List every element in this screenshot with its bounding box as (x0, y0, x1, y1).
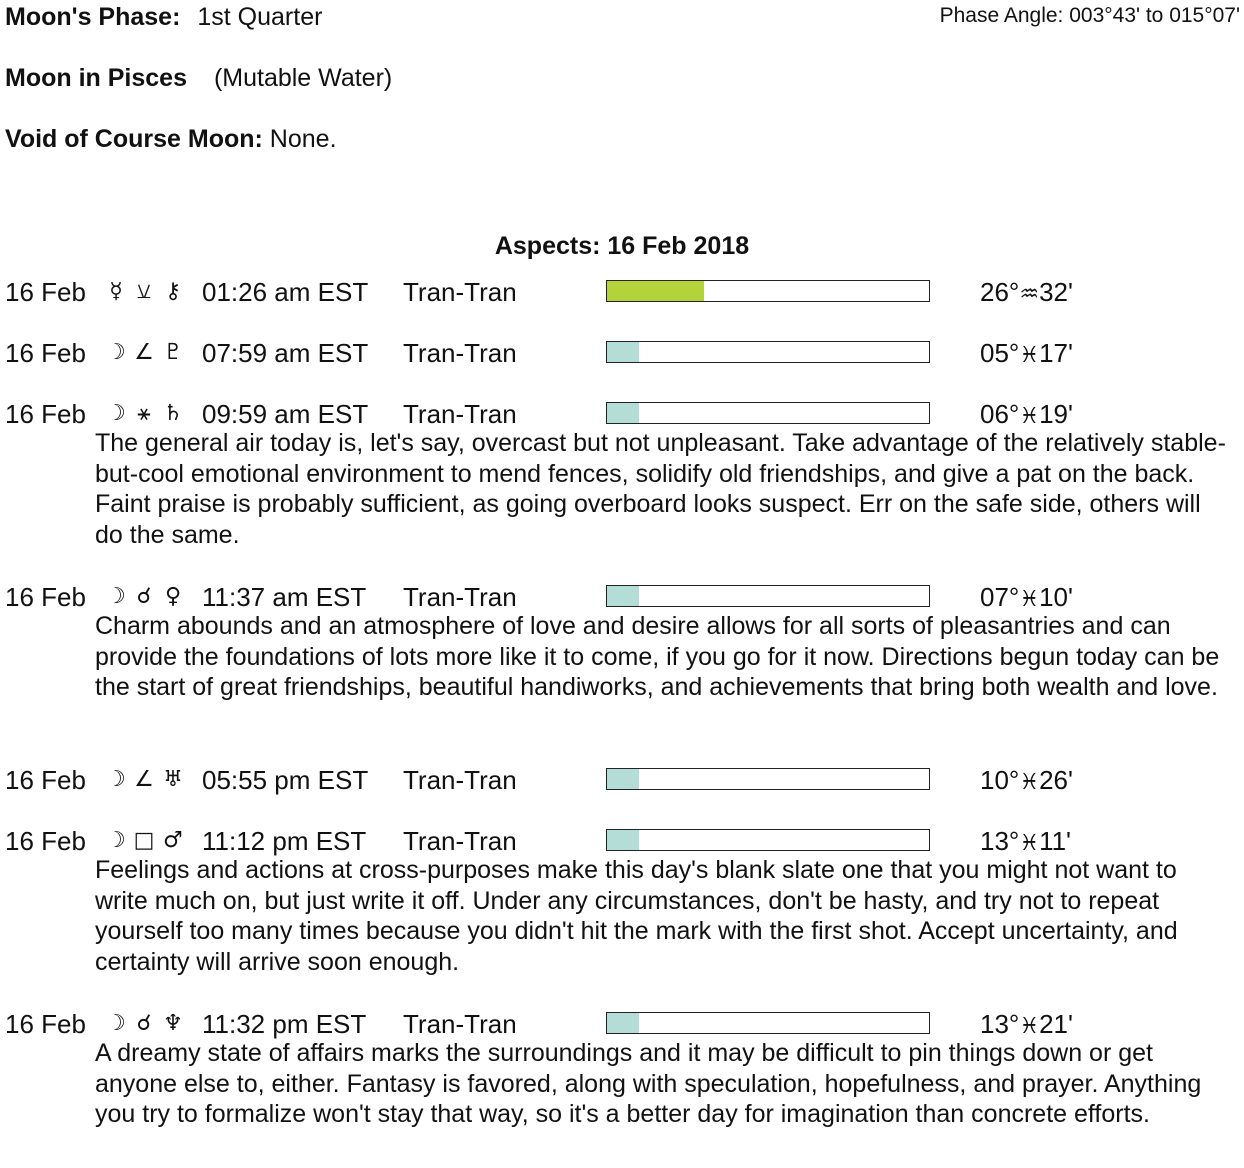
aspect-description: A dreamy state of affairs marks the surroundings and it may be difficult to pin things down or get anyone else to, either. Fantasy is favored, along with speculation, hopefulness, and prayer. Anything you try to formalize won't stay that way, so it's a better day for imagination than concrete efforts. (95, 1039, 1202, 1128)
void-of-course-line (5, 124, 337, 154)
strength-bar-fill (607, 830, 639, 850)
position-degree: 26° (980, 277, 1020, 307)
pisces-icon: ♓ (1019, 831, 1040, 856)
chiron-icon: ⚷ (164, 279, 182, 304)
aspect-date: 16 Feb (5, 765, 86, 795)
pluto-icon: ♇ (163, 340, 183, 365)
aspect-date: 16 Feb (5, 338, 86, 368)
strength-bar (606, 280, 930, 302)
aspect-type: Tran-Tran (403, 765, 517, 795)
strength-bar (606, 341, 930, 363)
aspect-description: The general air today is, let's say, overcast but not unpleasant. Take advantage of the relatively stable-but-cool emotional environment to mend fences, solidify old friendships, and give a pat on the back. Faint praise is probably sufficient, as going overboard looks suspect. Err on the safe side, others will do the same. (95, 429, 1226, 549)
aspect-date: 16 Feb (5, 399, 86, 429)
conjunction-icon: ☌ (136, 1011, 152, 1036)
position-minute: 10' (1039, 582, 1073, 612)
position-degree: 06° (980, 399, 1020, 429)
aspect-type: Tran-Tran (403, 1009, 517, 1039)
aspect-date: 16 Feb (5, 277, 86, 307)
aspect-time: 07:59 am EST (202, 338, 369, 368)
neptune-icon: ♆ (163, 1011, 183, 1036)
strength-bar-fill (607, 281, 704, 301)
semisquare-icon: ∠ (134, 767, 154, 792)
moon-icon: ☽ (106, 767, 126, 792)
moon-icon: ☽ (106, 1011, 126, 1036)
position-minute: 32' (1039, 277, 1073, 307)
strength-bar (606, 402, 930, 424)
phase-angle: Phase Angle: 003°43' to 015°07' (939, 4, 1240, 27)
aspect-time: 11:32 pm EST (202, 1009, 367, 1039)
aspect-position (980, 277, 1073, 310)
conjunction-icon: ☌ (136, 584, 152, 609)
moon-phase-label: Moon's Phase: (5, 3, 181, 31)
aspect-time: 05:55 pm EST (202, 765, 369, 795)
aspect-type: Tran-Tran (403, 582, 517, 612)
strength-bar (606, 1012, 930, 1034)
strength-bar-fill (607, 586, 639, 606)
moon-sign-line (5, 63, 392, 93)
aquarius-icon: ♒ (1019, 282, 1040, 307)
aspect-type: Tran-Tran (403, 277, 517, 307)
aspect-date: 16 Feb (5, 582, 86, 612)
moon-phase-line (5, 2, 322, 32)
strength-bar-fill (607, 403, 639, 423)
position-minute: 17' (1039, 338, 1073, 368)
moon-icon: ☽ (106, 584, 126, 609)
position-degree: 07° (980, 582, 1020, 612)
moon-icon: ☽ (106, 401, 126, 426)
position-minute: 21' (1039, 1009, 1073, 1039)
aspect-description: Feelings and actions at cross-purposes make this day's blank slate one that you might not want to write much on, but just write it off. Under any circumstances, don't be hasty, and try not to repeat yourself too many times because you didn't hit the mark with the first shot. Accept uncertainty, and certainty will arrive soon enough. (95, 856, 1178, 976)
position-degree: 13° (980, 1009, 1020, 1039)
void-of-course-value: None. (269, 125, 337, 153)
strength-bar (606, 829, 930, 851)
moon-phase-value: 1st Quarter (197, 3, 323, 31)
strength-bar (606, 768, 930, 790)
strength-bar (606, 585, 930, 607)
strength-bar-fill (607, 769, 639, 789)
position-minute: 26' (1039, 765, 1073, 795)
saturn-icon: ♄ (163, 401, 183, 426)
aspect-position (980, 338, 1073, 371)
position-degree: 13° (980, 826, 1020, 856)
void-of-course-label: Void of Course Moon: (5, 125, 263, 153)
aspect-time: 11:12 pm EST (202, 826, 367, 856)
aspect-time: 01:26 am EST (202, 277, 369, 307)
position-degree: 10° (980, 765, 1020, 795)
uranus-icon: ♅ (163, 767, 183, 792)
pisces-icon: ♓ (1019, 343, 1040, 368)
semisextile-icon: ⚺ (136, 279, 152, 304)
aspect-description: Charm abounds and an atmosphere of love and desire allows for all sorts of pleasantries and can provide the foundations of lots more like it to come, if you go for it now. Directions begun today can be the start of great friendships, beautiful handiworks, and achievements that bring both wealth and love. (95, 612, 1220, 701)
pisces-icon: ♓ (1019, 1014, 1040, 1039)
moon-sign-label: Moon in Pisces (5, 64, 187, 92)
pisces-icon: ♓ (1019, 770, 1040, 795)
moon-icon: ☽ (106, 340, 126, 365)
aspect-time: 11:37 am EST (202, 582, 367, 612)
semisquare-icon: ∠ (134, 340, 154, 365)
aspect-position (980, 765, 1073, 798)
position-degree: 05° (980, 338, 1020, 368)
aspects-title: Aspects: 16 Feb 2018 (494, 232, 750, 260)
mercury-icon: ☿ (109, 279, 123, 304)
aspect-type: Tran-Tran (403, 826, 517, 856)
sextile-icon: ⚹ (137, 401, 151, 426)
aspect-time: 09:59 am EST (202, 399, 369, 429)
pisces-icon: ♓ (1019, 587, 1040, 612)
venus-icon: ♀ (164, 584, 182, 609)
position-minute: 11' (1039, 826, 1072, 856)
aspect-date: 16 Feb (5, 1009, 86, 1039)
aspect-date: 16 Feb (5, 826, 86, 856)
aspect-type: Tran-Tran (403, 399, 517, 429)
moon-sign-element: (Mutable Water) (213, 64, 393, 92)
strength-bar-fill (607, 342, 639, 362)
moon-icon: ☽ (106, 828, 126, 853)
position-minute: 19' (1039, 399, 1073, 429)
square-icon: □ (133, 828, 155, 853)
strength-bar-fill (607, 1013, 639, 1033)
pisces-icon: ♓ (1019, 404, 1040, 429)
aspect-type: Tran-Tran (403, 338, 517, 368)
mars-icon: ♂ (163, 828, 183, 853)
